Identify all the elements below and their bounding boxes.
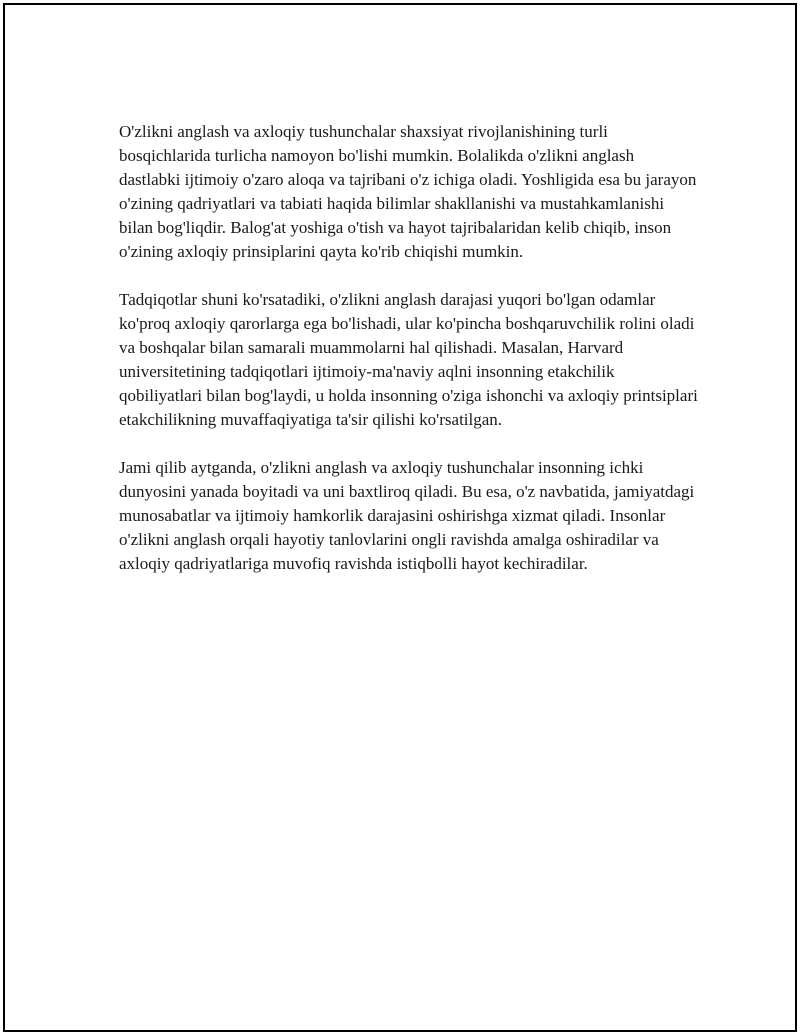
paragraph: Jami qilib aytganda, o'zlikni anglash va axloqiy tushunchalar insonning ichki dunyosini yanada boyitadi va uni baxtliroq qiladi. Bu esa, o'z navbatida, jamiyatdagi munosabatlar va ijtimoiy hamkorlik darajasini oshirishga xizmat qiladi. Insonlar o'zlikni anglash orqali hayotiy tanlovlarini ongli ravishda amalga oshiradilar va axloqiy qadriyatlariga muvofiq ravishda istiqbolli hayot kechiradilar. [119,458,695,573]
paragraph: Tadqiqotlar shuni ko'rsatadiki, o'zlikni anglash darajasi yuqori bo'lgan odamlar ko'proq axloqiy qarorlarga ega bo'lishadi, ular ko'pincha boshqaruvchilik rolini oladi va boshqalar bilan samarali muammolarni hal qilishadi. Masalan, Harvard universitetining tadqiqotlari ijtimoiy-ma'naviy aqlni insonning etakchilik qobiliyatlari bilan bog'laydi, u holda insonning o'ziga ishonchi va axloqiy printsiplari etakchilikning muvaffaqiyatiga ta'sir qilishi ko'rsatilgan. [119,290,698,429]
document-body [119,120,699,600]
paragraph: O'zlikni anglash va axloqiy tushunchalar shaxsiyat rivojlanishining turli bosqichlarida turlicha namoyon bo'lishi mumkin. Bolalikda o'zlikni anglash dastlabki ijtimoiy o'zaro aloqa va tajribani o'z ichiga oladi. Yoshligida esa bu jarayon o'zining qadriyatlari va tabiati haqida bilimlar shakllanishi va mustahkamlanishi bilan bog'liqdir. Balog'at yoshiga o'tish va hayot tajribalaridan kelib chiqib, inson o'zining axloqiy prinsiplarini qayta ko'rib chiqishi mumkin. [119,122,697,261]
document-page [3,3,797,1032]
